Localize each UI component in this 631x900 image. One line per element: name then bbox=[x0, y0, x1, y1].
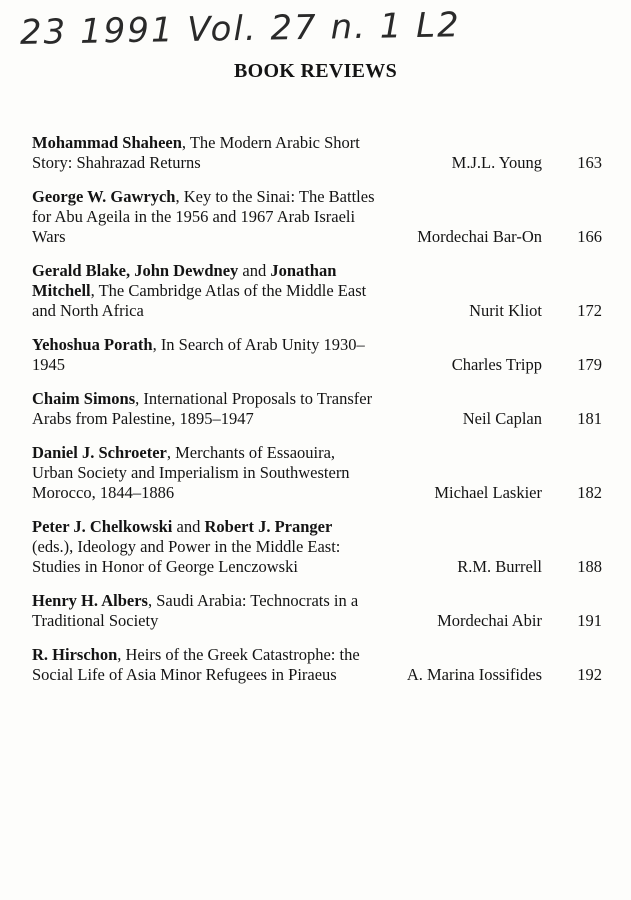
review-list bbox=[32, 133, 612, 699]
book-author: Henry H. Albers bbox=[32, 591, 148, 610]
book-author: Peter J. Chelkowski bbox=[32, 517, 173, 536]
page-number: 166 bbox=[577, 227, 602, 246]
book-citation bbox=[32, 591, 377, 631]
book-citation bbox=[32, 517, 377, 577]
reviewer-name: Neil Caplan bbox=[462, 409, 542, 428]
reviewer-name: Mordechai Abir bbox=[437, 611, 542, 630]
page-number: 188 bbox=[577, 557, 602, 576]
review-entry bbox=[32, 133, 612, 173]
page-number: 172 bbox=[577, 301, 602, 320]
reviewer-name: Mordechai Bar-On bbox=[417, 227, 542, 246]
book-author: George W. Gawrych bbox=[32, 187, 176, 206]
book-citation bbox=[32, 645, 377, 685]
book-title: , Saudi Arabia: Technocrats in a Traditional Society bbox=[32, 591, 359, 630]
reviewer-name: A. Marina Iossifides bbox=[406, 665, 542, 684]
book-title: , Heirs of the Greek Catastrophe: the Social Life of Asia Minor Refugees in Piraeus bbox=[32, 645, 360, 684]
book-title: , Merchants of Essaouira, Urban Society and Imperialism in Southwestern Morocco, 1844–1886 bbox=[32, 443, 350, 502]
book-title: , Key to the Sinai: The Battles for Abu Ageila in the 1956 and 1967 Arab Israeli Wars bbox=[32, 187, 375, 246]
page-title: BOOK REVIEWS bbox=[233, 60, 398, 82]
page-number: 179 bbox=[577, 355, 602, 374]
book-author: Robert J. Pranger bbox=[204, 517, 333, 536]
review-entry bbox=[32, 335, 612, 375]
book-title: , In Search of Arab Unity 1930–1945 bbox=[32, 335, 365, 374]
reviewer-name: Nurit Kliot bbox=[469, 301, 542, 320]
page-number: 163 bbox=[577, 153, 602, 172]
book-title: , The Modern Arabic Short Story: Shahrazad Returns bbox=[32, 133, 360, 172]
review-entry bbox=[32, 389, 612, 429]
book-author: Daniel J. Schroeter bbox=[32, 443, 167, 462]
book-author: Chaim Simons bbox=[32, 389, 136, 408]
page-number: 192 bbox=[577, 665, 602, 684]
author-connector: and bbox=[238, 261, 271, 280]
book-author: Gerald Blake, John Dewdney bbox=[32, 261, 239, 280]
review-entry bbox=[32, 517, 612, 577]
book-author: Yehoshua Porath bbox=[32, 335, 153, 354]
review-entry bbox=[32, 591, 612, 631]
book-title: , The Cambridge Atlas of the Middle East and North Africa bbox=[32, 281, 367, 320]
book-author: Jonathan Mitchell bbox=[32, 261, 337, 300]
page-number: 191 bbox=[577, 611, 602, 630]
book-citation bbox=[32, 261, 377, 321]
book-author: Mohammad Shaheen bbox=[32, 133, 182, 152]
page-number: 182 bbox=[577, 483, 602, 502]
reviewer-name: Charles Tripp bbox=[451, 355, 542, 374]
book-citation bbox=[32, 389, 377, 429]
review-entry bbox=[32, 187, 612, 247]
review-entry bbox=[32, 443, 612, 503]
review-entry bbox=[32, 261, 612, 321]
book-title: , International Proposals to Transfer Arabs from Palestine, 1895–1947 bbox=[32, 389, 373, 428]
reviewer-name: M.J.L. Young bbox=[451, 153, 542, 172]
review-entry bbox=[32, 645, 612, 685]
book-citation bbox=[32, 133, 377, 173]
author-connector: and bbox=[172, 517, 205, 536]
book-author: R. Hirschon bbox=[32, 645, 118, 664]
reviewer-name: R.M. Burrell bbox=[457, 557, 542, 576]
book-citation bbox=[32, 443, 377, 503]
page-number: 181 bbox=[577, 409, 602, 428]
book-citation bbox=[32, 335, 377, 375]
reviewer-name: Michael Laskier bbox=[434, 483, 542, 502]
book-title: (eds.), Ideology and Power in the Middle East: Studies in Honor of George Lenczowski bbox=[32, 537, 341, 576]
handwritten-note: 23 1991 Vol. 27 n. 1 L2 bbox=[19, 5, 462, 53]
book-citation bbox=[32, 187, 377, 247]
